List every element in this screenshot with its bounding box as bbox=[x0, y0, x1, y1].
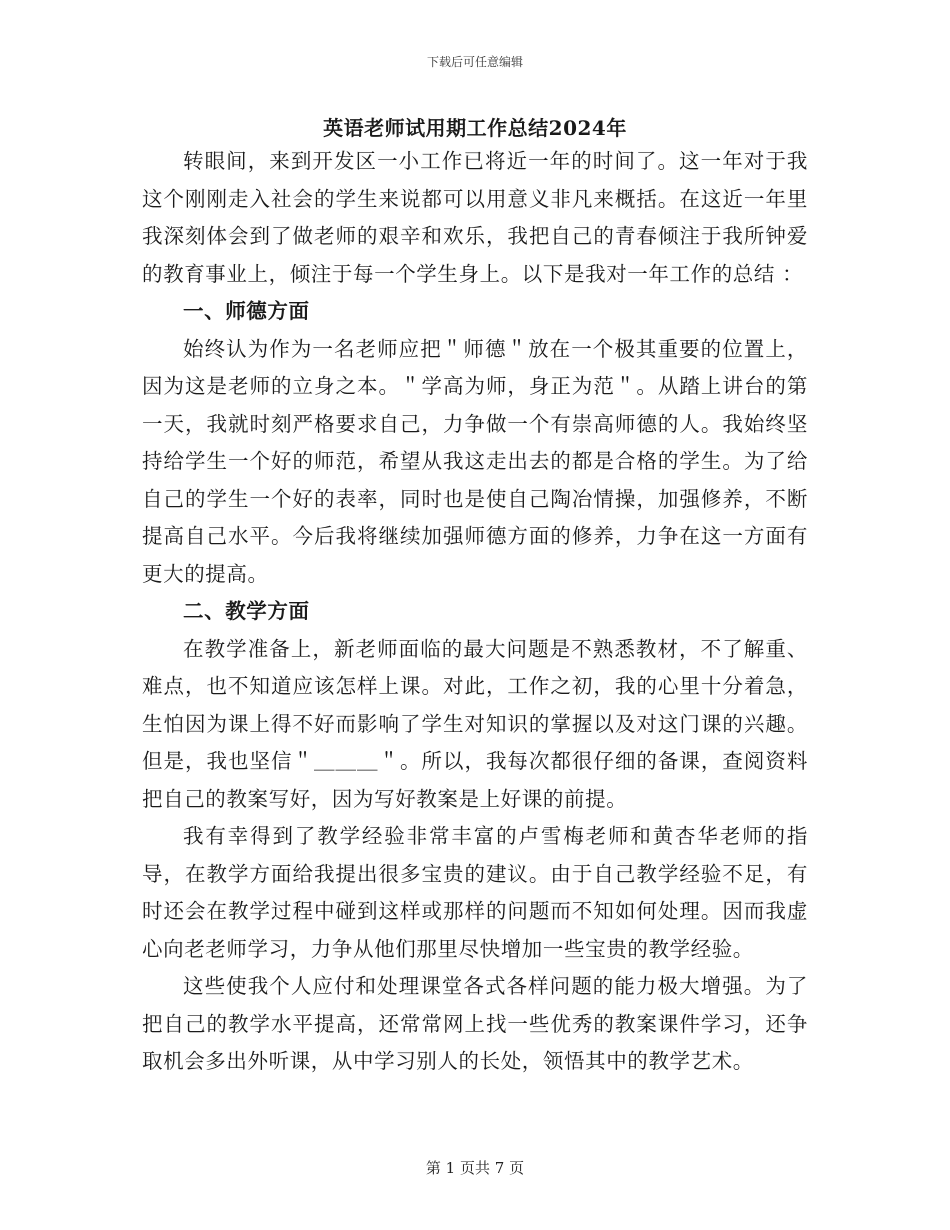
section-heading-teaching: 二、教学方面 bbox=[183, 599, 310, 623]
ethics-paragraph: 始终认为作为一名老师应把＂师德＂放在一个极其重要的位置上，因为这是老师的立身之本。＂学高为师，身正为范＂。从踏上讲台的第一天，我就时刻严格要求自己，力争做一个有崇高师德的人。我始终坚持给学生一个好的师范，希望从我这走出去的都是合格的学生。为了给自己的学生一个好的表率，同时也是使自己陶冶情操，加强修养，不断提高自己水平。今后我将继续加强师德方面的修养，力争在这一方面有更大的提高。 bbox=[142, 336, 808, 586]
teaching-paragraph-3: 这些使我个人应付和处理课堂各式各样问题的能力极大增强。为了把自己的教学水平提高，还常常网上找一些优秀的教案课件学习，还争取机会多出外听课，从中学习别人的长处，领悟其中的教学艺术。 bbox=[142, 974, 808, 1073]
document-body bbox=[142, 143, 808, 1081]
page-header-note: 下载后可任意编辑 bbox=[426, 55, 523, 69]
intro-paragraph: 转眼间，来到开发区一小工作已将近一年的时间了。这一年对于我这个刚刚走入社会的学生来说都可以用意义非凡来概括。在这近一年里我深刻体会到了做老师的艰辛和欢乐，我把自己的青春倾注于我所钟爱的教育事业上，倾注于每一个学生身上。以下是我对一年工作的总结 ： bbox=[142, 149, 808, 286]
section-heading-ethics: 一、师德方面 bbox=[183, 299, 310, 323]
teaching-paragraph-2: 我有幸得到了教学经验非常丰富的卢雪梅老师和黄杏华老师的指导，在教学方面给我提出很多宝贵的建议。由于自己教学经验不足，有时还会在教学过程中碰到这样或那样的问题而不知如何处理。因而我虚心向老老师学习，力争从他们那里尽快增加一些宝贵的教学经验。 bbox=[142, 824, 808, 961]
teaching-paragraph-1: 在教学准备上，新老师面临的最大问题是不熟悉教材，不了解重、难点，也不知道应该怎样上课。对此，工作之初，我的心里十分着急，生怕因为课上得不好而影响了学生对知识的掌握以及对这门课的兴趣。但是，我也坚信＂＿＿＿＂。所以，我每次都很仔细的备课，查阅资料把自己的教案写好，因为写好教案是上好课的前提。 bbox=[142, 636, 808, 811]
page-number: 第 1 页共 7 页 bbox=[425, 1159, 525, 1177]
document-title: 英语老师试用期工作总结2024年 bbox=[323, 116, 627, 140]
